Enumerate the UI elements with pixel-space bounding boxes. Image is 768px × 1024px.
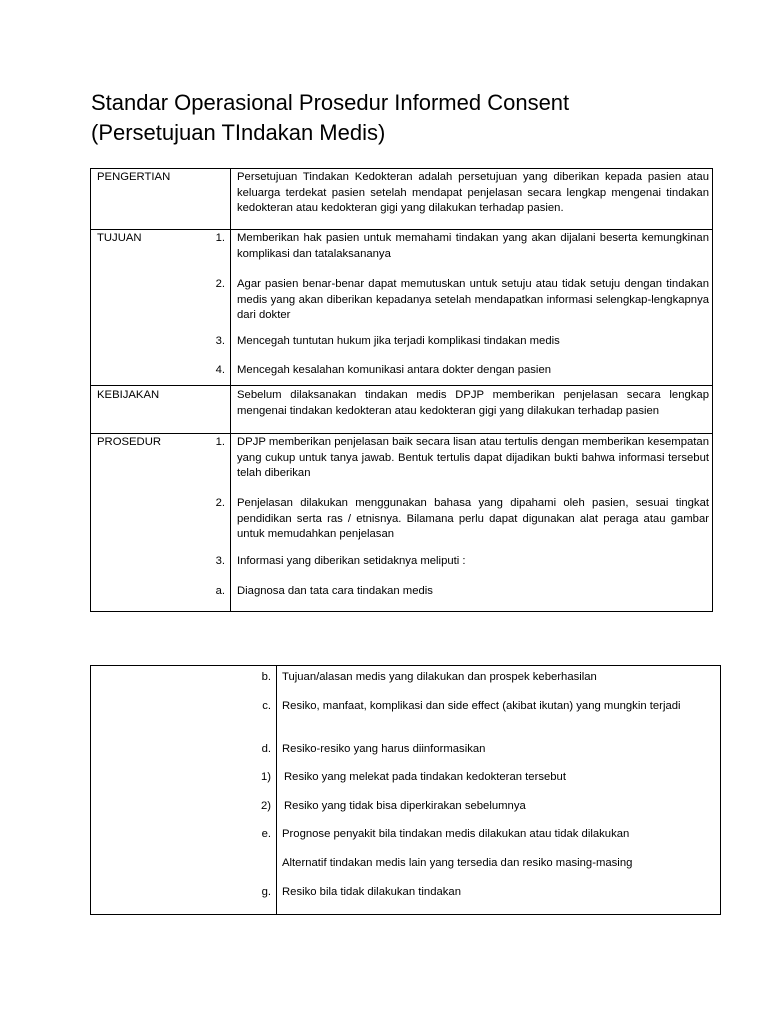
document-title: [91, 88, 731, 148]
tujuan-item-1: Memberikan hak pasien untuk memahami tindakan yang akan dijalani beserta kemungkinan komplikasi dan tatalaksananya: [237, 232, 709, 260]
cont-item-alternatif: Alternatif tindakan medis lain yang tersedia dan resiko masing-masing: [282, 857, 633, 869]
prosedur-text-cell: [231, 434, 713, 612]
tujuan-item-4: Mencegah kesalahan komunikasi antara dokter dengan pasien: [237, 364, 552, 376]
tujuan-num-4: 4.: [215, 364, 225, 376]
prosedur-label-cell: [91, 434, 231, 612]
row-kebijakan: [91, 386, 713, 434]
tujuan-label: TUJUAN: [97, 232, 142, 244]
row-prosedur: [91, 434, 713, 612]
cont-item-d: Resiko-resiko yang harus diinformasikan: [282, 743, 486, 755]
continued-text-cell: [277, 666, 721, 915]
tujuan-label-cell: [91, 230, 231, 386]
prosedur-num-a: a.: [215, 585, 225, 597]
cont-item-g: Resiko bila tidak dilakukan tindakan: [282, 886, 461, 898]
cont-num-g: g.: [261, 886, 271, 898]
kebijakan-label: KEBIJAKAN: [97, 389, 160, 401]
cont-item-1: Resiko yang melekat pada tindakan kedokteran tersebut: [284, 771, 566, 783]
tujuan-num-1: 1.: [215, 232, 225, 244]
pengertian-label-cell: [91, 169, 231, 230]
cont-num-c: c.: [262, 700, 271, 712]
prosedur-num-1: 1.: [215, 436, 225, 448]
tujuan-item-3: Mencegah tuntutan hukum jika terjadi komplikasi tindakan medis: [237, 335, 560, 347]
pengertian-text: Persetujuan Tindakan Kedokteran adalah persetujuan yang diberikan kepada pasien atau keluarga terdekat pasien setelah mendapat penjelasan secara lengkap mengenai tindakan kedokteran atau kedokteran gigi yang dilakukan terhadap pasien.: [237, 171, 709, 214]
sop-table-main: [90, 168, 713, 612]
prosedur-item-2: Penjelasan dilakukan menggunakan bahasa yang dipahami oleh pasien, sesuai tingkat pendidikan serta ras / etnisnya. Bilamana perlu dapat digunakan alat peraga atau gambar untuk memudahkan penjelasan: [237, 497, 709, 540]
cont-item-b: Tujuan/alasan medis yang dilakukan dan prospek keberhasilan: [282, 671, 597, 683]
continued-number-cell: [91, 666, 277, 915]
tujuan-item-2: Agar pasien benar-benar dapat memutuskan untuk setuju atau tidak setuju dengan tindakan medis yang akan diberikan kepadanya setelah mendapatkan informasi selengkap-lengkapnya dari dokter: [237, 278, 709, 321]
row-tujuan: [91, 230, 713, 386]
cont-num-2: 2): [260, 800, 271, 812]
cont-num-b: b.: [261, 671, 271, 683]
title-line-1: Standar Operasional Prosedur Informed Consent: [91, 90, 570, 115]
title-line-2: (Persetujuan TIndakan Medis): [91, 120, 386, 145]
tujuan-text-cell: [231, 230, 713, 386]
tujuan-num-2: 2.: [215, 278, 225, 290]
cont-num-d: d.: [261, 743, 271, 755]
row-pengertian: [91, 169, 713, 230]
prosedur-label: PROSEDUR: [97, 436, 162, 448]
prosedur-item-3: Informasi yang diberikan setidaknya meliputi :: [237, 555, 466, 567]
cont-item-2: Resiko yang tidak bisa diperkirakan sebelumnya: [284, 800, 526, 812]
kebijakan-text-cell: [231, 386, 713, 434]
cont-item-c: Resiko, manfaat, komplikasi dan side effect (akibat ikutan) yang mungkin terjadi: [282, 700, 681, 712]
kebijakan-text: Sebelum dilaksanakan tindakan medis DPJP memberikan penjelasan secara lengkap mengenai tindakan kedokteran atau kedokteran gigi yang dilakukan terhadap pasien: [237, 389, 709, 417]
pengertian-text-cell: [231, 169, 713, 230]
prosedur-item-1: DPJP memberikan penjelasan baik secara lisan atau tertulis dengan memberikan kesempatan yang cukup untuk tanya jawab. Bentuk tertulis dapat dijadikan bukti bahwa informasi tersebut telah diberikan: [237, 436, 709, 479]
pengertian-label: PENGERTIAN: [97, 171, 171, 183]
prosedur-num-2: 2.: [215, 497, 225, 509]
cont-num-1: 1): [260, 771, 271, 783]
cont-num-e: e.: [261, 828, 271, 840]
tujuan-num-3: 3.: [215, 335, 225, 347]
prosedur-num-3: 3.: [215, 555, 225, 567]
continued-row: [91, 666, 721, 915]
kebijakan-label-cell: [91, 386, 231, 434]
cont-item-e: Prognose penyakit bila tindakan medis dilakukan atau tidak dilakukan: [282, 828, 630, 840]
prosedur-item-a: Diagnosa dan tata cara tindakan medis: [237, 585, 433, 597]
sop-table-continued: [90, 665, 721, 915]
